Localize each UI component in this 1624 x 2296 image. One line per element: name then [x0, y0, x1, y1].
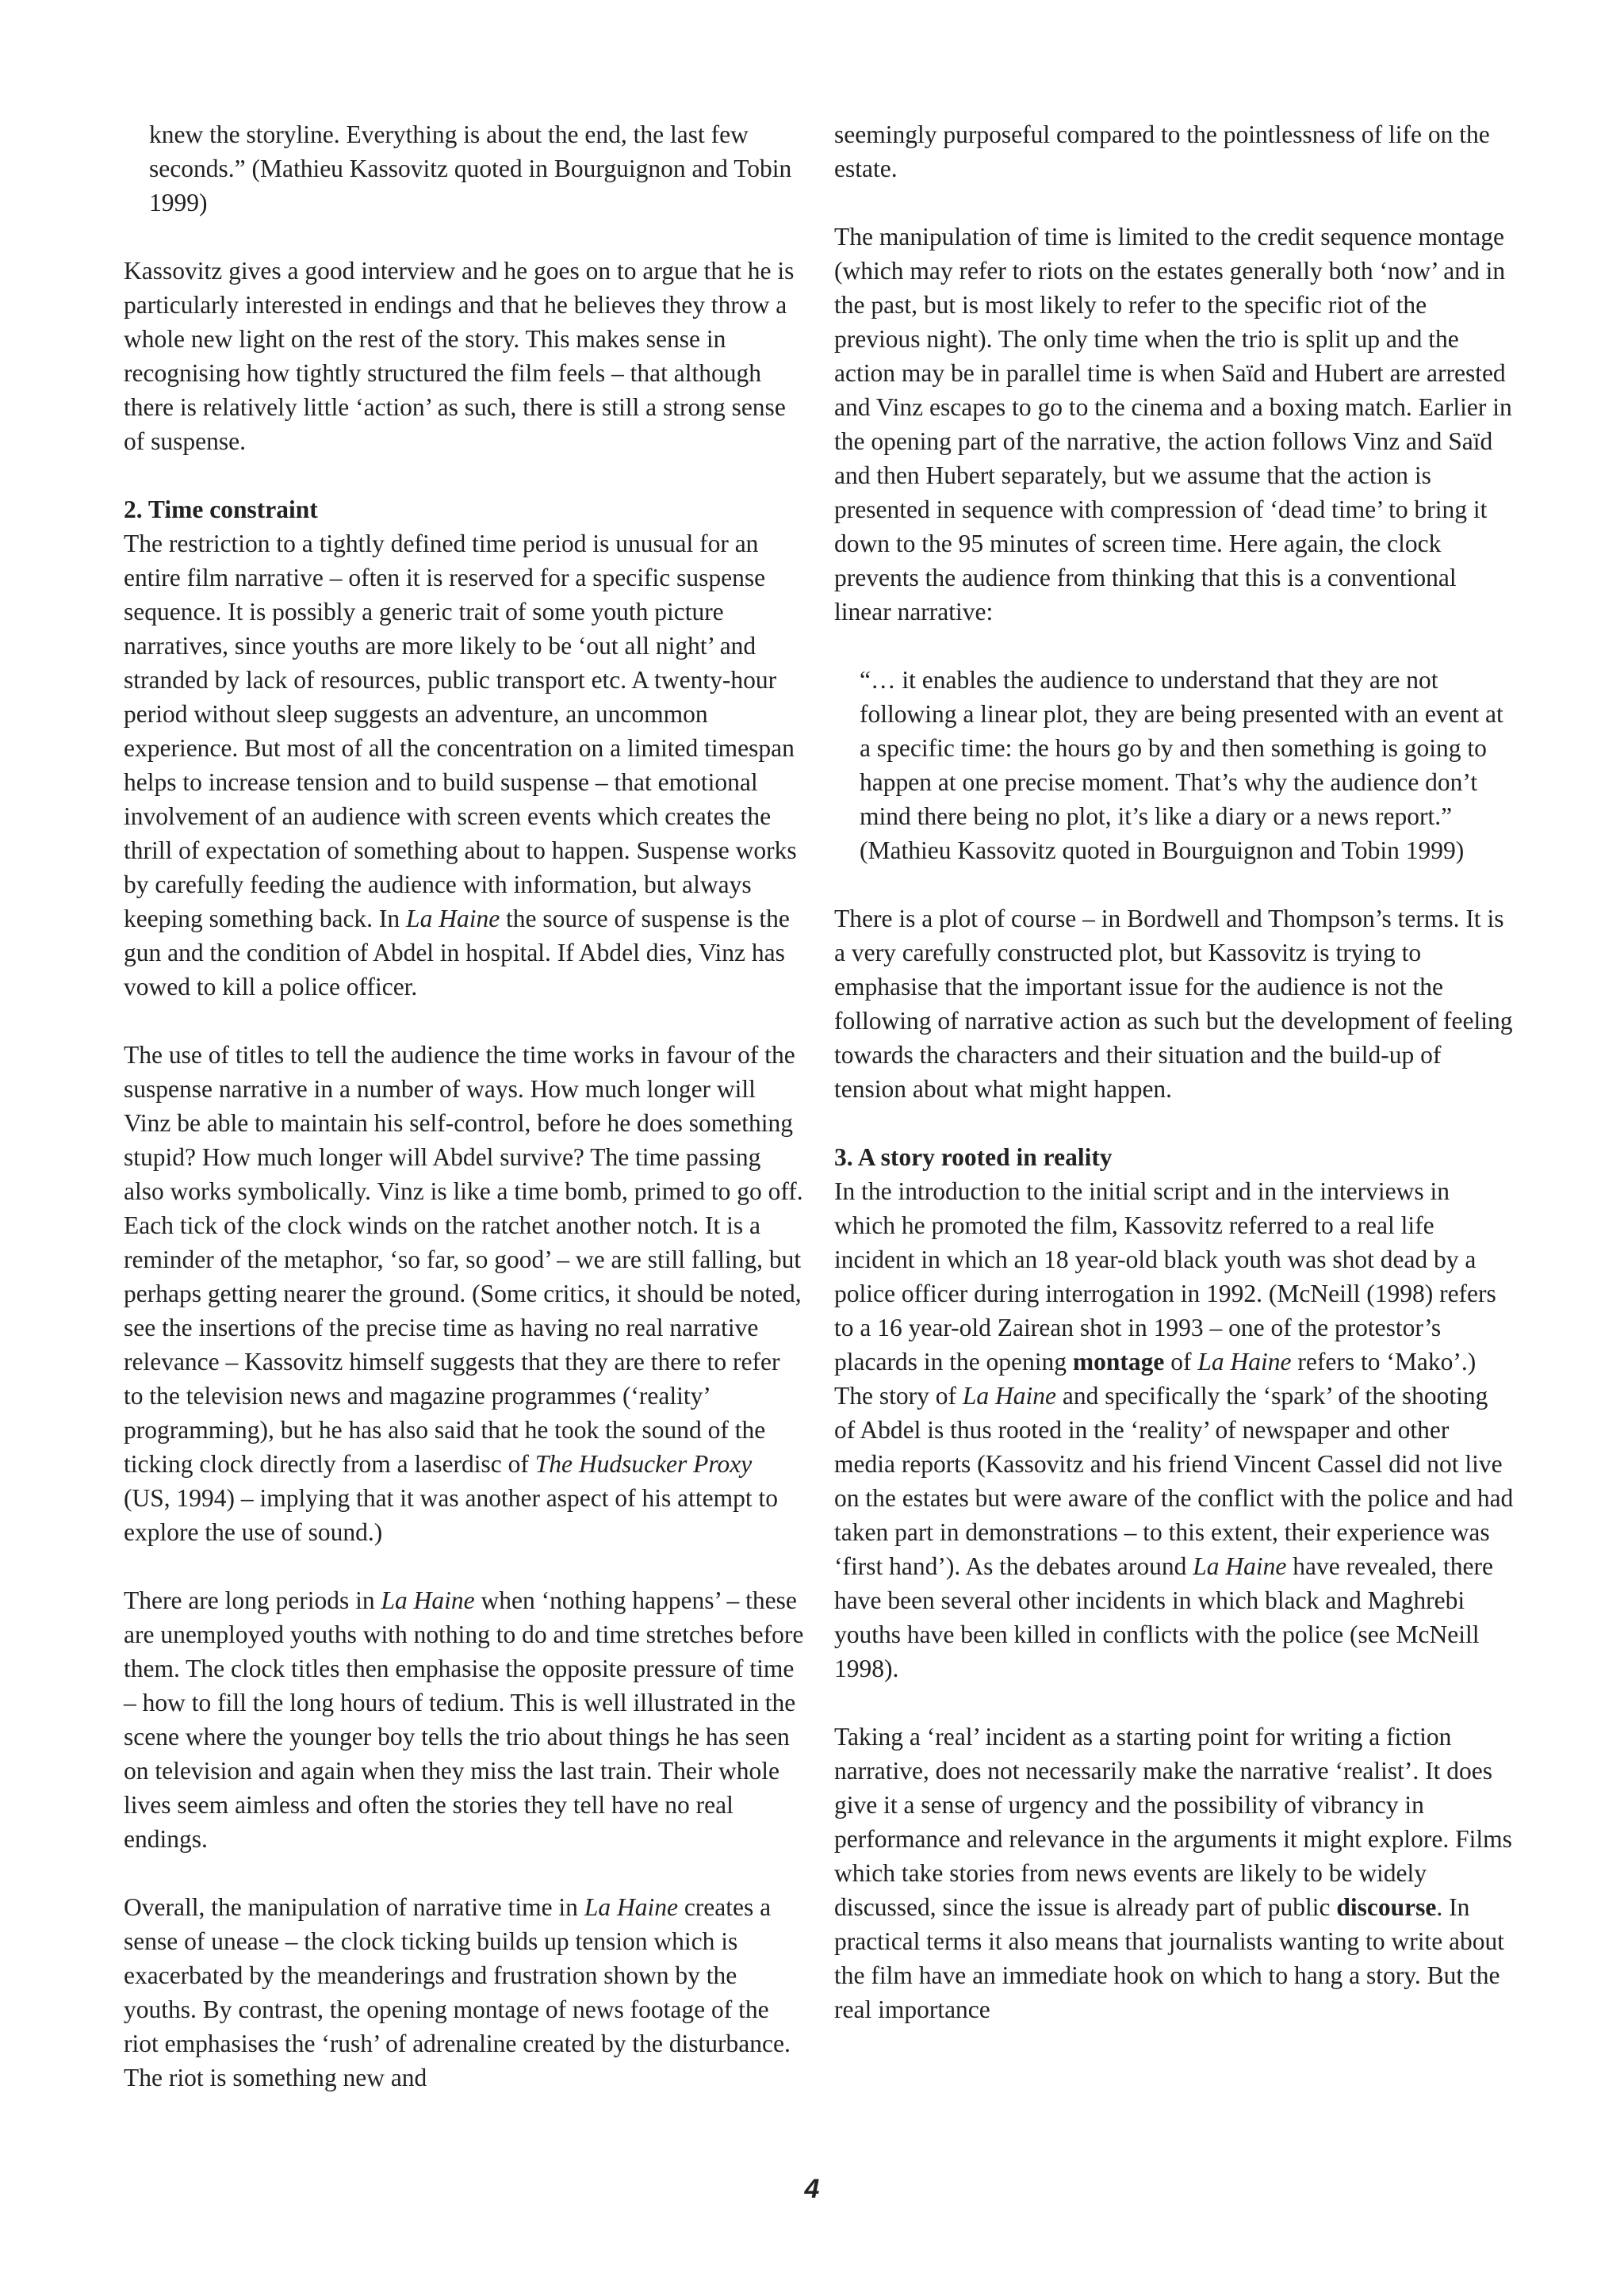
- block-quote: [124, 117, 804, 220]
- text-run: creates a sense of unease – the clock ticking builds up tension which is exacerbated by the meanderings and frustration shown by the youths. By contrast, the opening montage of news footage of the riot emphasises the ‘rush’ of adrenaline created by the disturbance. The riot is something new and: [124, 1893, 791, 2091]
- text-run: knew the storyline. Everything is about the end, the last few seconds.” (Mathieu Kassovitz quoted in Bourguignon and Tobin 1999): [149, 121, 792, 216]
- text-run: Taking a ‘real’ incident as a starting point for writing a fiction narrative, does not necessarily make the narrative ‘realist’. It does give it a sense of urgency and the possibility of vibrancy in performance and relevance in the arguments it might explore. Films which take stories from news events are likely to be widely discussed, since the issue is already part of public: [834, 1723, 1512, 1921]
- left-column: [124, 117, 804, 2095]
- page-number: 4: [804, 2174, 820, 2204]
- italic-text: La Haine: [962, 1382, 1056, 1410]
- text-run: There is a plot of course – in Bordwell and Thompson’s terms. It is a very carefully constructed plot, but Kassovitz is trying to emphasise that the important issue for the audience is not the following of narrative action as such but the development of feeling towards the characters and their situation and the build-up of tension about what might happen.: [834, 905, 1513, 1103]
- section-heading: 2. Time constraint: [124, 496, 318, 523]
- text-run: In the introduction to the initial script and in the interviews in which he promoted the film, Kassovitz referred to a real life incident in which an 18 year-old black youth was shot dead by a police officer during interrogation in 1992. (McNeill (1998) refers to a 16 year-old Zairean shot in 1993 – one of the protestor’s placards in the opening: [834, 1177, 1496, 1376]
- paragraph-text: [124, 526, 804, 1004]
- text-run: seemingly purposeful compared to the pointlessness of life on the estate.: [834, 121, 1490, 182]
- right-column: [834, 117, 1515, 2026]
- text-run: Overall, the manipulation of narrative time in: [124, 1893, 584, 1921]
- italic-text: La Haine: [1193, 1552, 1287, 1580]
- paragraph-text: [124, 1583, 804, 1856]
- paragraph: [834, 117, 1515, 186]
- paragraph: [124, 492, 804, 1004]
- bold-term: discourse: [1336, 1893, 1437, 1921]
- paragraph-text: [860, 663, 1515, 867]
- paragraph-text: [124, 254, 804, 458]
- text-run: the source of suspense is the gun and the condition of Abdel in hospital. If Abdel dies, Vinz has vowed to kill a police officer.: [124, 905, 790, 1001]
- paragraph-text: [124, 1890, 804, 2095]
- paragraph: [834, 901, 1515, 1106]
- text-run: There are long periods in: [124, 1586, 381, 1614]
- text-run: refers to ‘Mako’.) The story of: [834, 1348, 1477, 1410]
- text-run: The use of titles to tell the audience the time works in favour of the suspense narrative in a number of ways. How much longer will Vinz be able to maintain his self-control, before he does something stupid? How much longer will Abdel survive? The time passing also works symbolically. Vinz is like a time bomb, primed to go off. Each tick of the clock winds on the ratchet another notch. It is a reminder of the metaphor, ‘so far, so good’ – we are still falling, but perhaps getting nearer the ground. (Some critics, it should be noted, see the insertions of the precise time as having no real narrative relevance – Kassovitz himself suggests that they are there to refer to the television news and magazine programmes (‘reality’ programming), but he has also said that he took the sound of the ticking clock directly from a laserdisc of: [124, 1041, 803, 1478]
- block-quote: [834, 663, 1515, 867]
- paragraph: [124, 254, 804, 458]
- text-run: Kassovitz gives a good interview and he goes on to argue that he is particularly interested in endings and that he believes they throw a whole new light on the rest of the story. This makes sense in recognising how tightly structured the film feels – that although there is relatively little ‘action’ as such, there is still a strong sense of suspense.: [124, 257, 795, 455]
- paragraph-text: [834, 1720, 1515, 2026]
- italic-text: La Haine: [584, 1893, 678, 1921]
- text-run: (US, 1994) – implying that it was another aspect of his attempt to explore the use of sound.): [124, 1484, 778, 1546]
- paragraph: [834, 1720, 1515, 2026]
- italic-text: The Hudsucker Proxy: [534, 1450, 753, 1478]
- text-run: The manipulation of time is limited to the credit sequence montage (which may refer to riots on the estates generally both ‘now’ and in the past, but is most likely to refer to the specific riot of the previous night). The only time when the trio is split up and the action may be in parallel time is when Saïd and Hubert are arrested and Vinz escapes to go to the cinema and a boxing match. Earlier in the opening part of the narrative, the action follows Vinz and Saïd and then Hubert separately, but we assume that the action is presented in sequence with compression of ‘dead time’ to bring it down to the 95 minutes of screen time. Here again, the clock prevents the audience from thinking that this is a conventional linear narrative:: [834, 223, 1512, 626]
- text-run: . In practical terms it also means that journalists wanting to write about the film have an immediate hook on which to hang a story. But the real importance: [834, 1893, 1505, 2023]
- text-run: have revealed, there have been several other incidents in which black and Maghrebi youths have been killed in conflicts with the police (see McNeill 1998).: [834, 1552, 1493, 1682]
- paragraph-text: [834, 117, 1515, 186]
- paragraph: [124, 1583, 804, 1856]
- italic-text: La Haine: [381, 1586, 475, 1614]
- paragraph-text: [149, 117, 804, 220]
- paragraph: [834, 220, 1515, 629]
- paragraph: [834, 1140, 1515, 1686]
- paragraph-text: [834, 901, 1515, 1106]
- italic-text: La Haine: [1197, 1348, 1292, 1376]
- bold-term: montage: [1072, 1348, 1165, 1376]
- section-heading: 3. A story rooted in reality: [834, 1143, 1113, 1171]
- paragraph-text: [834, 220, 1515, 629]
- text-run: The restriction to a tightly defined time period is unusual for an entire film narrative – often it is reserved for a specific suspense sequence. It is possibly a generic trait of some youth picture narratives, since youths are more likely to be ‘out all night’ and stranded by lack of resources, public transport etc. A twenty-hour period without sleep suggests an adventure, an uncommon experience. But most of all the concentration on a limited timespan helps to increase tension and to build suspense – that emotional involvement of an audience with screen events which creates the thrill of expectation of something about to happen. Suspense works by carefully feeding the audience with information, but always keeping something back. In: [124, 530, 797, 932]
- text-run: and specifically the ‘spark’ of the shooting of Abdel is thus rooted in the ‘reality’ of newspaper and other media reports (Kassovitz and his friend Vincent Cassel did not live on the estates but were aware of the conflict with the police and had taken part in demonstrations – to this extent, their experience was ‘first hand’). As the debates around: [834, 1382, 1514, 1580]
- paragraph: [124, 1890, 804, 2095]
- text-run: when ‘nothing happens’ – these are unemployed youths with nothing to do and time stretches before them. The clock titles then emphasise the opposite pressure of time – how to fill the long hours of tedium. This is well illustrated in the scene where the younger boy tells the trio about things he has seen on television and again when they miss the last train. Their whole lives seem aimless and often the stories they tell have no real endings.: [124, 1586, 804, 1853]
- paragraph: [124, 1038, 804, 1549]
- italic-text: La Haine: [406, 905, 500, 932]
- text-run: of: [1164, 1348, 1198, 1376]
- paragraph-text: [834, 1174, 1515, 1686]
- paragraph-text: [124, 1038, 804, 1549]
- text-run: “… it enables the audience to understand that they are not following a linear plot, they are being presented with an event at a specific time: the hours go by and then something is going to happen at one precise moment. That’s why the audience don’t mind there being no plot, it’s like a diary or a news report.” (Mathieu Kassovitz quoted in Bourguignon and Tobin 1999): [860, 666, 1503, 864]
